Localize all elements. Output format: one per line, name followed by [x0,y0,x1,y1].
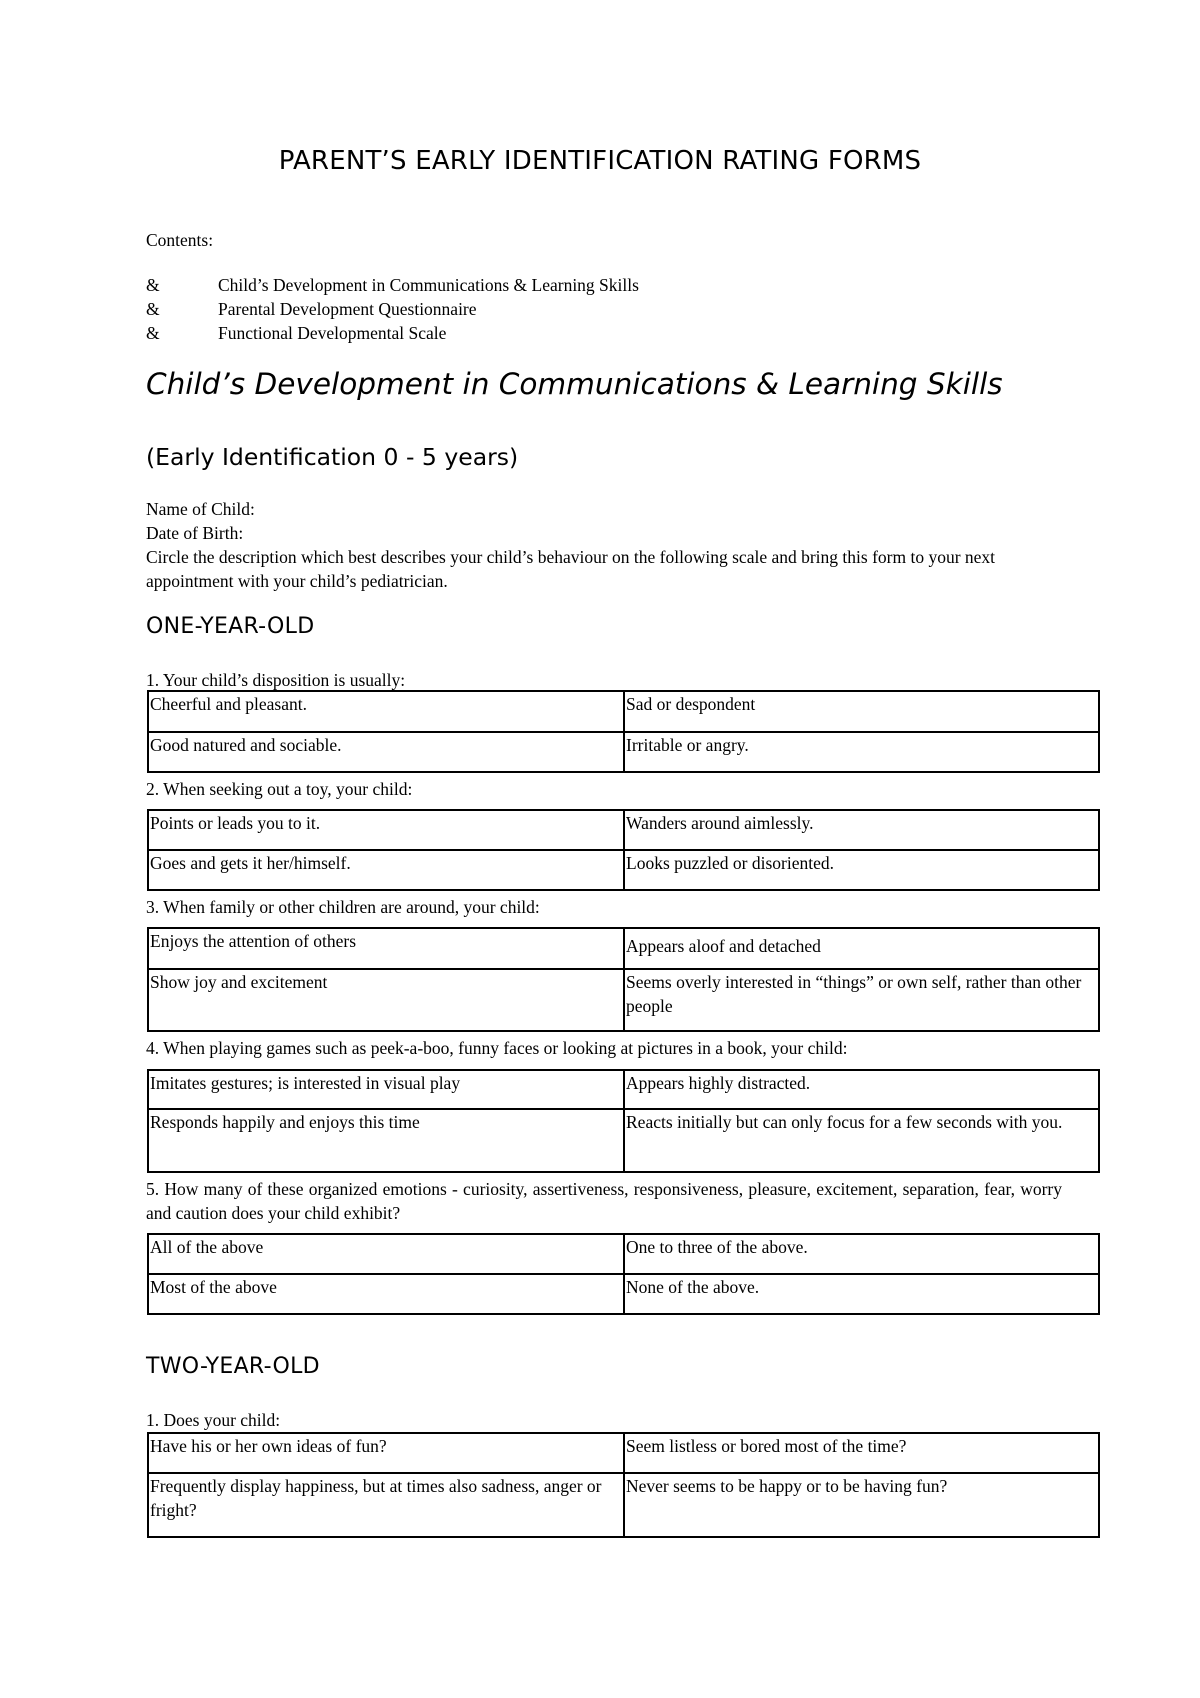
positive-option[interactable]: Most of the above [148,1274,624,1314]
positive-option[interactable]: Points or leads you to it. [148,810,624,850]
concern-option[interactable]: Looks puzzled or disoriented. [624,850,1099,890]
date-of-birth-field: Date of Birth: [146,523,244,543]
positive-option[interactable]: Good natured and sociable. [148,732,624,772]
answer-row [148,1274,1099,1314]
positive-option[interactable]: Goes and gets it her/himself. [148,850,624,890]
answer-row [148,1070,1099,1109]
question-label: 2. When seeking out a toy, your child: [146,779,413,799]
toc-item [146,321,1046,345]
toc-bullet: & [146,323,160,343]
answer-row [148,1109,1099,1172]
age-heading-two-year: TWO-YEAR-OLD [146,1354,320,1379]
answer-table [147,809,1100,891]
answer-row [148,850,1099,890]
concern-option[interactable]: Seems overly interested in “things” or own self, rather than other people [624,969,1099,1031]
concern-option[interactable]: Never seems to be happy or to be having fun? [624,1473,1099,1537]
toc-item [146,297,1046,321]
concern-option[interactable]: Seem listless or bored most of the time? [624,1433,1099,1473]
positive-option[interactable]: Enjoys the attention of others [148,928,624,969]
toc-item-text: Child’s Development in Communications & Learning Skills [218,275,639,295]
toc-item [146,273,1046,297]
concern-option[interactable]: Appears highly distracted. [624,1070,1099,1109]
answer-row [148,1433,1099,1473]
section-title: Child’s Development in Communications & Learning Skills [146,367,1003,401]
section-subtitle: (Early Identification 0 - 5 years) [146,443,519,471]
concern-option[interactable]: Irritable or angry. [624,732,1099,772]
answer-table [147,927,1100,1032]
answer-row [148,928,1099,969]
question-label: 1. Your child’s disposition is usually: [146,670,406,690]
answer-row [148,732,1099,772]
positive-option[interactable]: Responds happily and enjoys this time [148,1109,624,1172]
positive-option[interactable]: Frequently display happiness, but at times also sadness, anger or fright? [148,1473,624,1537]
concern-option[interactable]: None of the above. [624,1274,1099,1314]
positive-option[interactable]: Imitates gestures; is interested in visual play [148,1070,624,1109]
child-name-field: Name of Child: [146,499,255,519]
toc-item-text: Functional Developmental Scale [218,323,447,343]
answer-table [147,1069,1100,1173]
toc-bullet: & [146,299,160,319]
question-label: 4. When playing games such as peek-a-boo, funny faces or looking at pictures in a book, your child: [146,1038,848,1058]
answer-table [147,690,1100,773]
answer-table [147,1432,1100,1538]
question-label: 3. When family or other children are around, your child: [146,897,540,917]
positive-option[interactable]: Show joy and excitement [148,969,624,1031]
answer-row [148,691,1099,732]
concern-option[interactable]: One to three of the above. [624,1234,1099,1274]
answer-row [148,1234,1099,1274]
age-heading-one-year: ONE-YEAR-OLD [146,614,315,639]
question-label: 1. Does your child: [146,1410,281,1430]
concern-option[interactable]: Sad or despondent [624,691,1099,732]
positive-option[interactable]: Have his or her own ideas of fun? [148,1433,624,1473]
answer-table [147,1233,1100,1315]
answer-row [148,810,1099,850]
concern-option[interactable]: Wanders around aimlessly. [624,810,1099,850]
toc-item-text: Parental Development Questionnaire [218,299,477,319]
contents-label: Contents: [146,230,214,250]
question-label: 5. How many of these organized emotions - curiosity, assertiveness, responsiveness, pleasure, excitement, separation, fear, worry and caution does your child exhibit? [146,1179,1062,1223]
positive-option[interactable]: All of the above [148,1234,624,1274]
document-title: PARENT’S EARLY IDENTIFICATION RATING FORMS [278,146,922,176]
answer-row [148,1473,1099,1537]
positive-option[interactable]: Cheerful and pleasant. [148,691,624,732]
toc-bullet: & [146,275,160,295]
answer-row [148,969,1099,1031]
concern-option[interactable]: Appears aloof and detached [624,928,1099,969]
concern-option[interactable]: Reacts initially but can only focus for a few seconds with you. [624,1109,1099,1172]
instructions-text: Circle the description which best describes your child’s behaviour on the following scale and bring this form to your next appointment with your child’s pediatrician. [146,547,996,591]
